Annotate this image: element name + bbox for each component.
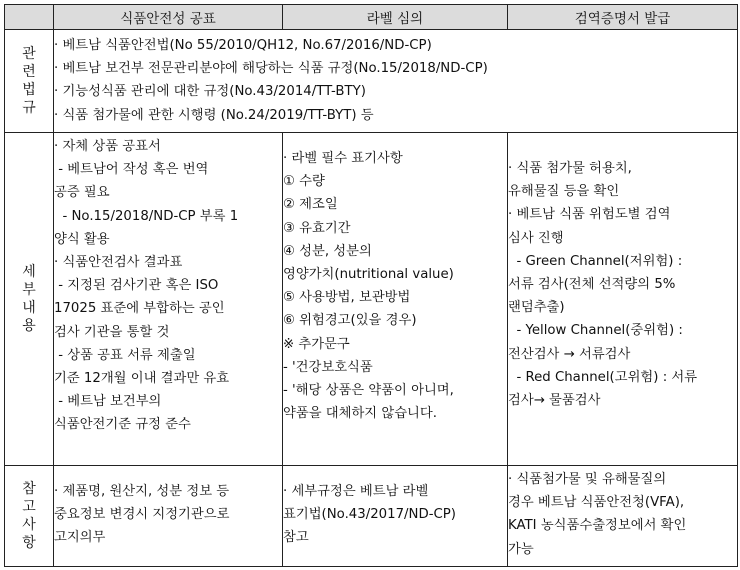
details-quarantine <box>508 133 738 466</box>
detail-line: 전산검사 → 서류검사 <box>508 346 631 362</box>
detail-line: - 상품 공표 서류 제출일 <box>54 347 196 363</box>
note-line: 고지의무 <box>54 530 106 546</box>
detail-line: · 베트남 식품 위험도별 검역 <box>508 207 671 223</box>
notes-quarantine <box>508 466 738 567</box>
details-food-safety <box>54 133 283 466</box>
detail-line: 심사 진행 <box>508 230 564 246</box>
detail-line: - Red Channel(고위험) : 서류 <box>508 369 698 385</box>
note-line: 참고 <box>283 530 309 546</box>
detail-line: 랜덤추출) <box>508 300 565 316</box>
header-food-safety-declaration: 식품안전성 공표 <box>54 5 283 30</box>
note-line: 중요정보 변경시 지정기관으로 <box>54 507 230 523</box>
detail-line: · 자체 상품 공표서 <box>54 139 161 154</box>
detail-line: ⑤ 사용방법, 보관방법 <box>283 290 411 306</box>
regulations-content <box>54 30 738 133</box>
note-line: · 세부규정은 베트남 라벨 <box>283 484 429 499</box>
detail-line: · 식품안전검사 결과표 <box>54 255 183 271</box>
row-details <box>5 133 738 466</box>
row-notes <box>5 466 738 567</box>
row-regulations <box>5 30 738 133</box>
note-line: KATI 농식품수출정보에서 확인 <box>508 518 687 534</box>
detail-line: ① 수량 <box>283 174 325 190</box>
detail-line: 영양가치(nutritional value) <box>283 267 454 283</box>
regulation-line: · 식품 첨가물에 관한 시행령 (No.24/2019/TT-BYT) 등 <box>54 107 374 123</box>
note-line: · 제품명, 원산지, 성분 정보 등 <box>54 484 230 499</box>
row-label-regulations: 관 련 법 규 <box>5 30 54 133</box>
detail-line: 기준 12개월 이내 결과만 유효 <box>54 371 230 387</box>
notes-food-safety <box>54 466 283 567</box>
detail-line: 서류 검사(전체 선적량의 5% <box>508 277 676 293</box>
detail-line: - '해당 상품은 약품이 아니며, <box>283 383 454 399</box>
note-line: 가능 <box>508 541 534 557</box>
note-line: · 식품첨가물 및 유해물질의 <box>508 472 667 487</box>
detail-line: - Yellow Channel(중위험) : <box>508 323 683 339</box>
notes-label-review <box>283 466 508 567</box>
detail-line: - 베트남 보건부의 <box>54 394 162 410</box>
detail-line: 공증 필요 <box>54 185 110 201</box>
regulation-line: · 베트남 식품안전법(No 55/2010/QH12, No.67/2016/ND-CP) <box>54 38 432 53</box>
detail-line: 유해물질 등을 확인 <box>508 184 620 200</box>
header-row <box>5 5 738 30</box>
detail-line: - No.15/2018/ND-CP 부록 1 <box>54 208 239 224</box>
detail-line: 식품안전기준 규정 준수 <box>54 417 191 433</box>
details-label-review <box>283 133 508 466</box>
detail-line: - 지정된 검사기관 혹은 ISO <box>54 278 219 294</box>
detail-line: - 베트남어 작성 혹은 번역 <box>54 162 209 178</box>
regulation-line: · 베트남 보건부 전문관리분야에 해당하는 식품 규정(No.15/2018/ND-CP) <box>54 61 488 77</box>
header-quarantine-certificate: 검역증명서 발급 <box>508 5 738 30</box>
detail-line: ⑥ 위험경고(있을 경우) <box>283 313 417 329</box>
detail-line: 약품을 대체하지 않습니다. <box>283 406 437 422</box>
detail-line: · 식품 첨가물 허용치, <box>508 161 632 176</box>
note-line: 표기법(No.43/2017/ND-CP) <box>283 507 456 523</box>
detail-line: ④ 성분, 성분의 <box>283 243 372 259</box>
detail-line: ③ 유효기간 <box>283 220 351 236</box>
header-corner <box>5 5 54 30</box>
detail-line: 양식 활용 <box>54 231 110 247</box>
detail-line: 검사 기관을 통할 것 <box>54 324 170 340</box>
detail-line: · 라벨 필수 표기사항 <box>283 151 403 166</box>
regulation-table <box>4 4 738 567</box>
row-label-notes: 참 고 사 항 <box>5 466 54 567</box>
detail-line: 검사→ 물품검사 <box>508 393 601 409</box>
detail-line: 17025 표준에 부합하는 공인 <box>54 301 225 317</box>
regulation-line: · 기능성식품 관리에 대한 규정(No.43/2014/TT-BTY) <box>54 84 366 100</box>
row-label-details: 세 부 내 용 <box>5 133 54 466</box>
header-label-review: 라벨 심의 <box>283 5 508 30</box>
detail-line: - '건강보호식품 <box>283 359 373 375</box>
detail-line: - Green Channel(저위험) : <box>508 253 683 269</box>
detail-line: ※ 추가문구 <box>283 336 350 352</box>
note-line: 경우 베트남 식품안전청(VFA), <box>508 495 685 511</box>
detail-line: ② 제조일 <box>283 197 338 213</box>
